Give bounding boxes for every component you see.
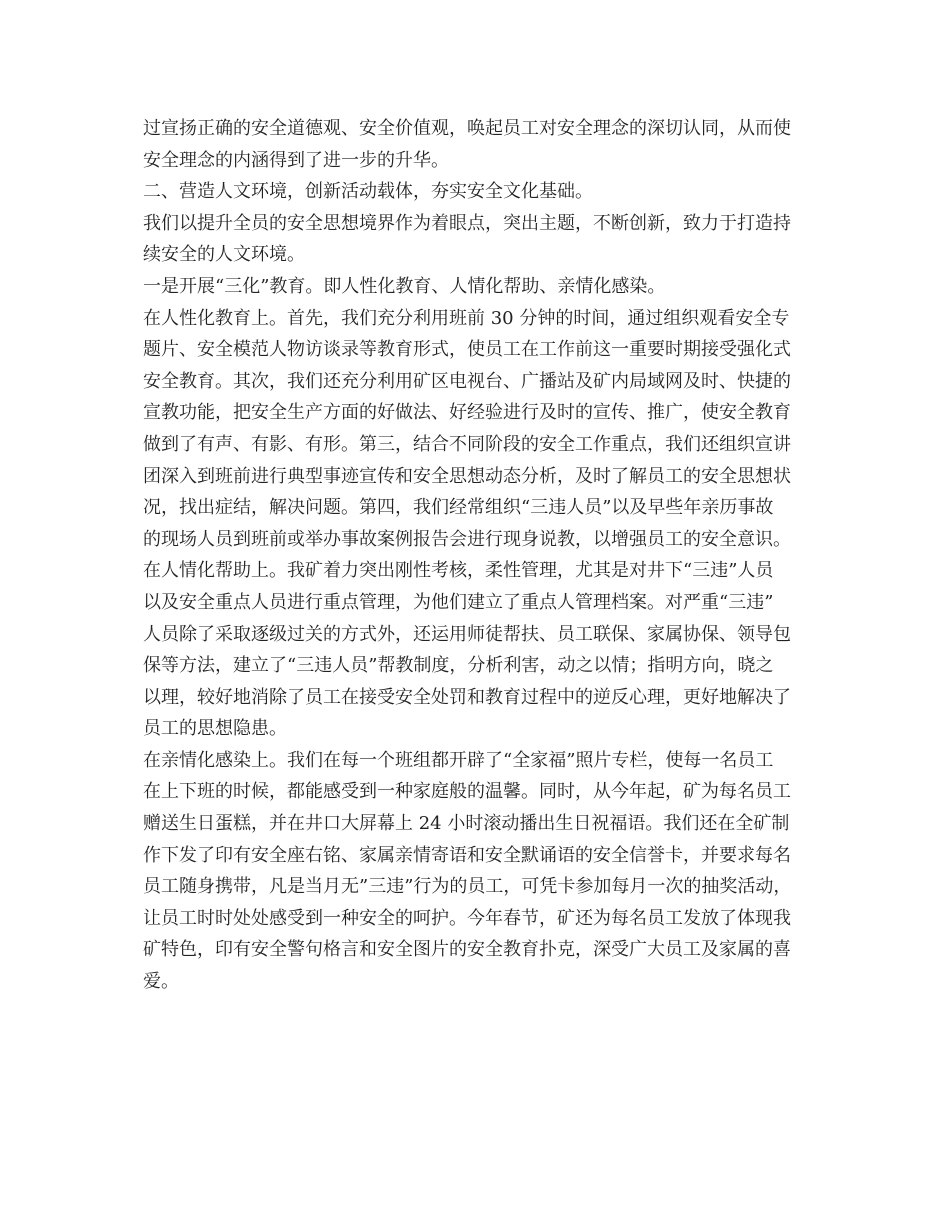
text-line: 爱。 — [143, 971, 179, 993]
text-line: 过宣扬正确的安全道德观、安全价值观，唤起员工对安全理念的深切认同，从而使 — [143, 118, 791, 139]
text-line: 员工随身携带，凡是当月无”三违”行为的员工，可凭卡参加每月一次的抽奖活动， — [143, 876, 792, 898]
text-line: 的现场人员到班前或举办事故案例报告会进行现身说教，以增强员工的安全意识。 — [143, 528, 791, 550]
text-line: 人员除了采取逐级过关的方式外，还运用师徒帮扶、员工联保、家属协保、领导包 — [143, 623, 791, 645]
text-line: 我们以提升全员的安全思想境界作为着眼点，突出主题，不断创新，致力于打造持 — [143, 212, 791, 234]
text-line: 在上下班的时候，都能感受到一种家庭般的温馨。同时，从今年起，矿为每名员工 — [143, 781, 791, 803]
text-line: 在人情化帮助上。我矿着力突出刚性考核，柔性管理，尤其是对井下“三违”人员 — [143, 560, 774, 582]
text-line: 题片、安全模范人物访谈录等教育形式，使员工在工作前这一重要时期接受强化式 — [143, 339, 791, 361]
text-line: 团深入到班前进行典型事迹宣传和安全思想动态分析，及时了解员工的安全思想状 — [143, 465, 791, 487]
text-line: 矿特色，印有安全警句格言和安全图片的安全教育扑克，深受广大员工及家属的喜 — [143, 939, 791, 961]
text-line: 在亲情化感染上。我们在每一个班组都开辟了“全家福”照片专栏，使每一名员工 — [143, 749, 774, 771]
document-body — [143, 113, 823, 998]
text-line: 安全教育。其次，我们还充分利用矿区电视台、广播站及矿内局域网及时、快捷的 — [143, 370, 791, 392]
text-line: 让员工时时处处感受到一种安全的呵护。今年春节，矿还为每名员工发放了体现我 — [143, 907, 791, 929]
text-line: 保等方法，建立了“三违人员”帮教制度，分析利害，动之以情；指明方向，晓之 — [143, 655, 774, 677]
text-line: 宣教功能，把安全生产方面的好做法、好经验进行及时的宣传、推广，使安全教育 — [143, 402, 791, 424]
text-line: 作下发了印有安全座右铭、家属亲情寄语和安全默诵语的安全信誉卡，并要求每名 — [143, 844, 791, 866]
text-line: 做到了有声、有影、有形。第三，结合不同阶段的安全工作重点，我们还组织宣讲 — [143, 433, 791, 455]
text-line: 续安全的人文环境。 — [143, 244, 305, 266]
text-line: 在人性化教育上。首先，我们充分利用班前 30 分钟的时间，通过组织观看安全专 — [143, 307, 790, 329]
text-line: 赠送生日蛋糕，并在井口大屏幕上 24 小时滚动播出生日祝福语。我们还在全矿制 — [143, 813, 790, 835]
text-line: 安全理念的内涵得到了进一步的升华。 — [143, 149, 449, 171]
text-line: 以理，较好地消除了员工在接受安全处罚和教育过程中的逆反心理，更好地解决了 — [143, 686, 791, 708]
section-heading: 二、营造人文环境，创新活动载体，夯实安全文化基础。 — [143, 181, 593, 203]
text-line: 员工的思想隐患。 — [143, 718, 287, 740]
text-line: 况，找出症结，解决问题。第四，我们经常组织“三违人员”以及早些年亲历事故 — [143, 497, 774, 519]
text-line: 以及安全重点人员进行重点管理，为他们建立了重点人管理档案。对严重“三违” — [143, 591, 774, 613]
subsection-heading: 一是开展“三化”教育。即人性化教育、人情化帮助、亲情化感染。 — [143, 275, 666, 297]
